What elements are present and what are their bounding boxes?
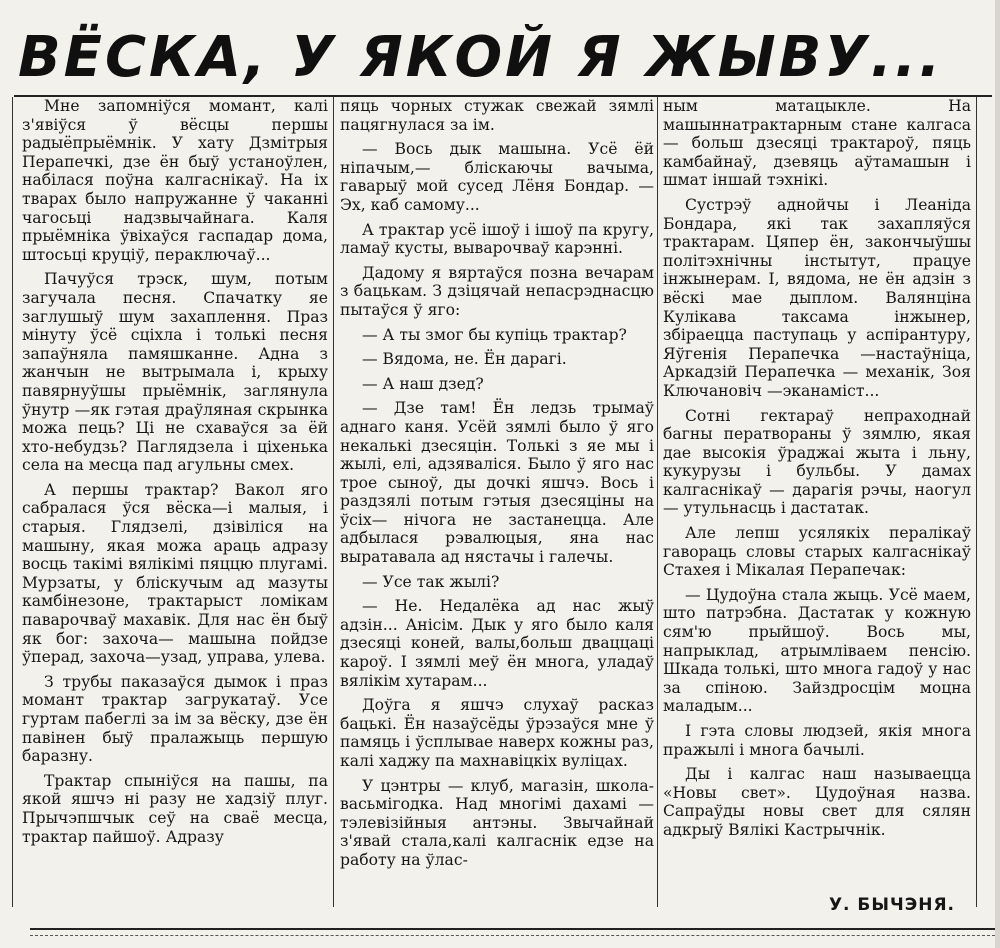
paragraph: І гэта словы людзей, якія многа пражылі і многа бачылі.	[663, 722, 971, 759]
paragraph: — Цудоўна стала жыць. Усё маем, што патрэбна. Дастатак у кожную сям'ю прыйшоў. Вось мы, напрыклад, атрымліваем пенсію. Шкада толькі, што многа гадоў у нас за спіною. Зайздросцім моцна маладым...	[663, 585, 971, 716]
paragraph: — А ты змог бы купіць трактар?	[362, 325, 627, 344]
paragraph: — Вось дык машына. Усё ёй ніпачым,— бліскаючы вачыма, гаварыў мой сусед Лёня Бондар. — Эх, каб самому...	[340, 140, 654, 214]
paragraph: А першы трактар? Вакол яго сабралася ўся вёска—і малыя, і старыя. Глядзелі, дзівіліся на машыну, якая можа араць адразу восць такімі вялікімі пяццю плугамі. Мурзаты, у бліскучым ад мазуты камбінезоне, трактарыст ломікам паварочваў махавік. Для нас ён быў як бог: захоча— машына пойдзе ўперад, захоча—узад, управа, улева.	[22, 480, 328, 667]
paragraph: Сотні гектараў непраходнай багны ператвораны ў зямлю, якая дае высокія ўраджаі жыта і льну, кукурузы і бульбы. У дамах калгаснікаў — дарагія рэчы, наогул — утульнасць і дастатак.	[663, 406, 971, 518]
text-column-3	[663, 97, 971, 915]
text-column-1	[22, 97, 328, 915]
author-signature: У. БЫЧЭНЯ.	[828, 895, 955, 915]
column-divider	[333, 97, 334, 907]
article-headline: ВЁСКА, У ЯКОЙ Я ЖЫВУ...	[18, 25, 944, 90]
paragraph: Мне запомніўся момант, калі з'явіўся ў вёсцы першы радыёпрыёмнік. У хату Дзмітрыя Перапечкі, дзе ён быў устаноўлен, набілася поўна калгаснікаў. На іх тварах было напружанне ў чаканні чагосьці надзвычайнага. Каля прыёмніка ўвіхаўся гаспадар дома, штосьці круціў, пераключаў...	[22, 97, 328, 264]
paragraph: Ды і калгас наш называецца «Новы свет». Цудоўная назва. Сапраўды новы свет для сялян адкрыў Вялікі Кастрычнік.	[663, 765, 971, 839]
paragraph: — Дзе там! Ён ледзь трымаў аднаго каня. Усёй зямлі было ў яго некалькі дзесяцін. Толькі з яе мы і жылі, елі, адзяваліся. Было ў яго нас трое сыноў, ды дочкі яшчэ. Вось і раздзялі потым гэтыя дзесяціны на ўсіх— нічога не застанецца. Але адбылася рэвалюцыя, яна нас выратавала ад нястачы і галечы.	[340, 399, 654, 567]
paragraph: А трактар усё ішоў і ішоў па кругу, ламаў кусты, выварочваў карэнні.	[340, 220, 654, 258]
paragraph: Дадому я вяртаўся позна вечарам з бацькам. З дзіцячай непасрэднасцю пытаўся ў яго:	[340, 263, 654, 319]
paragraph: Трактар спыніўся на пашы, па якой яшчэ ні разу не хадзіў плуг. Прычэпшчык сеў на сваё месца, трактар пайшоў. Адразу	[22, 771, 328, 846]
paragraph: — Не. Недалёка ад нас жыў адзін... Анісім. Дык у яго было каля дзесяці коней, валы,больш дваццаці кароў. І зямлі меў ён многа, уладаў вялікім хутарам...	[340, 597, 654, 690]
column-divider	[976, 97, 977, 907]
paragraph: — Усе так жылі?	[362, 572, 500, 591]
paragraph: Доўга я яшчэ слухаў расказ бацькі. Ён назаўсёды ўрэзаўся мне ў памяць і ўсплывае наверх кожны раз, калі хаджу па махнавіцкіх вуліцах.	[340, 696, 654, 770]
text-column-2	[340, 97, 654, 915]
page-edge	[995, 0, 1000, 948]
bottom-rule	[30, 928, 995, 936]
paragraph: пяць чорных стужак свежай зямлі пацягнулася за ім.	[340, 97, 654, 134]
column-divider	[657, 97, 658, 907]
paragraph: Сустрэў аднойчы і Леаніда Бондара, які так захапляўся трактарам. Цяпер ён, закончыўшы політэхнічны інстытут, працуе інжынерам. І, вядома, не ён адзін з вёскі мае дыплом. Валянціна Кулікава таксама інжынер, збіраецца паступаць у аспірантуру, Яўгенія Перапечка —настаўніца, Аркадзій Перапечка — механік, Зоя Ключановіч —эканаміст...	[663, 195, 971, 400]
paragraph: У цэнтры — клуб, магазін, школа-васьмігодка. Над многімі дахамі —тэлевізійныя антэны. Звычайнай з'явай стала,калі калгаснік едзе на работу на ўлас-	[340, 776, 654, 869]
paragraph: ным матацыкле. На машыннатрактарным стане калгаса — больш дзесяці трактароў, пяць камбайнаў, дзевяць аўтамашын і шмат іншай тэхнікі.	[663, 97, 971, 190]
paragraph: Але лепш усялякіх пералікаў гавораць словы старых калгаснікаў Стахея і Мікалая Перапечак:	[663, 524, 971, 580]
paragraph: — Вядома, не. Ён дарагі.	[362, 350, 567, 369]
paragraph: Пачуўся трэск, шум, потым загучала песня. Спачатку яе заглушыў шум захаплення. Праз мінуту ўсё сціхла і толькі песня запаўняла памяшканне. Адна з жанчын не вытрымала і, крыху павярнуўшы прыёмнік, заглянула ўнутр —як гэтая драўляная скрынка можа пець? Ці не схаваўся за ёй хто-небудзь? Паглядзела і ціхенька села на месца пад агульны смех.	[22, 270, 328, 475]
paragraph: — А наш дзед?	[362, 374, 484, 393]
column-divider	[12, 97, 13, 907]
paragraph: З трубы паказаўся дымок і праз момант трактар загрукатаў. Усе гуртам пабеглі за ім за вёску, дзе ён павінен быў пралажыць першую баразну.	[22, 672, 328, 766]
